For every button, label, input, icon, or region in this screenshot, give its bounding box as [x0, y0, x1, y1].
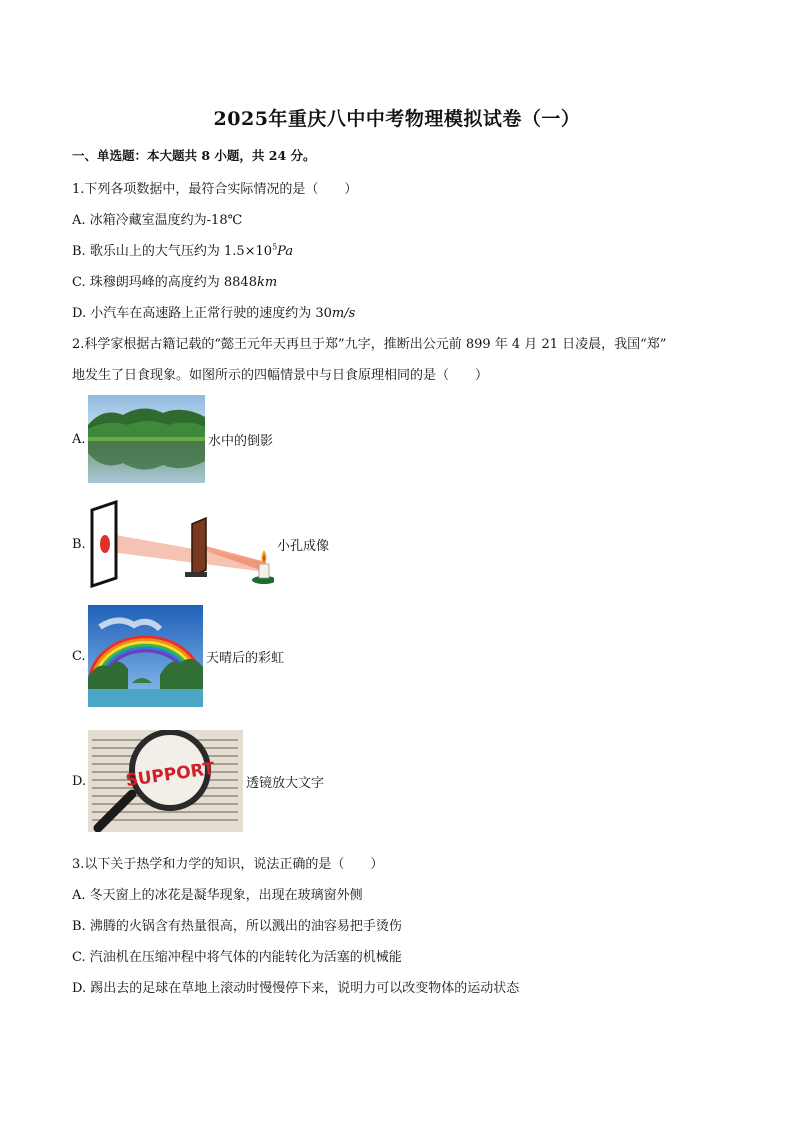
q1-option-c — [72, 271, 277, 290]
q2-option-d-caption: 透镜放大文字 — [246, 775, 325, 791]
q2-option-c-caption: 天晴后的彩虹 — [206, 650, 285, 666]
q3-option-d: D. 踢出去的足球在草地上滚动时慢慢停下来，说明力可以改变物体的运动状态 — [72, 981, 520, 996]
lake-reflection-image — [88, 395, 205, 483]
q2-option-a-letter: A. — [72, 431, 86, 447]
q2-stem-line2: 地发生了日食现象。如图所示的四幅情景中与日食原理相同的是（ ） — [72, 368, 489, 383]
rainbow-image — [88, 605, 203, 707]
q1-option-d-text: D. 小汽车在高速路上正常行驶的速度约为 30 — [72, 306, 332, 321]
q1-option-c-unit: km — [256, 275, 278, 290]
q1-option-d-unit: m/s — [331, 306, 356, 321]
q3-option-c: C. 汽油机在压缩冲程中将气体的内能转化为活塞的机械能 — [72, 950, 402, 965]
q1-option-b-unit: Pa — [277, 244, 294, 259]
q2-option-d — [72, 730, 324, 832]
magnifier-word: SUPPORT — [124, 758, 216, 792]
pinhole-imaging-diagram — [88, 500, 274, 588]
q3-option-a: A. 冬天窗上的冰花是凝华现象，出现在玻璃窗外侧 — [72, 888, 363, 903]
q2-option-c-letter: C. — [72, 648, 86, 664]
q2-option-c — [72, 605, 284, 707]
q2-option-b-caption: 小孔成像 — [277, 538, 330, 554]
q2-option-b — [72, 500, 329, 588]
section-heading: 一、单选题：本大题共 8 小题，共 24 分。 — [72, 148, 316, 163]
magnifier-image — [88, 730, 243, 832]
q2-option-d-letter: D. — [72, 773, 87, 789]
q1-option-a: A. 冰箱冷藏室温度约为-18℃ — [72, 213, 243, 228]
q1-option-d — [72, 302, 355, 321]
q3-stem: 3.以下关于热学和力学的知识，说法正确的是（ ） — [72, 857, 384, 872]
q1-stem: 1.下列各项数据中，最符合实际情况的是（ ） — [72, 182, 358, 197]
q2-stem-line1: 2.科学家根据古籍记载的“懿王元年天再旦于郑”九字，推断出公元前 899 年 4 月 21 日凌晨，我国“郑” — [72, 337, 667, 352]
q1-option-b-exponent: 5 — [272, 242, 278, 252]
exam-title: 2025年重庆八中中考物理模拟试卷（一） — [213, 108, 581, 130]
q1-option-c-text: C. 珠穆朗玛峰的高度约为 8848 — [72, 275, 257, 290]
q2-option-a-caption: 水中的倒影 — [208, 433, 274, 449]
q1-option-b — [72, 240, 293, 259]
q3-option-b: B. 沸腾的火锅含有热量很高，所以溅出的油容易把手烫伤 — [72, 919, 402, 934]
q1-option-b-text: B. 歌乐山上的大气压约为 1.5×10 — [72, 244, 273, 259]
q2-option-a — [72, 395, 273, 483]
q2-option-b-letter: B. — [72, 536, 86, 552]
